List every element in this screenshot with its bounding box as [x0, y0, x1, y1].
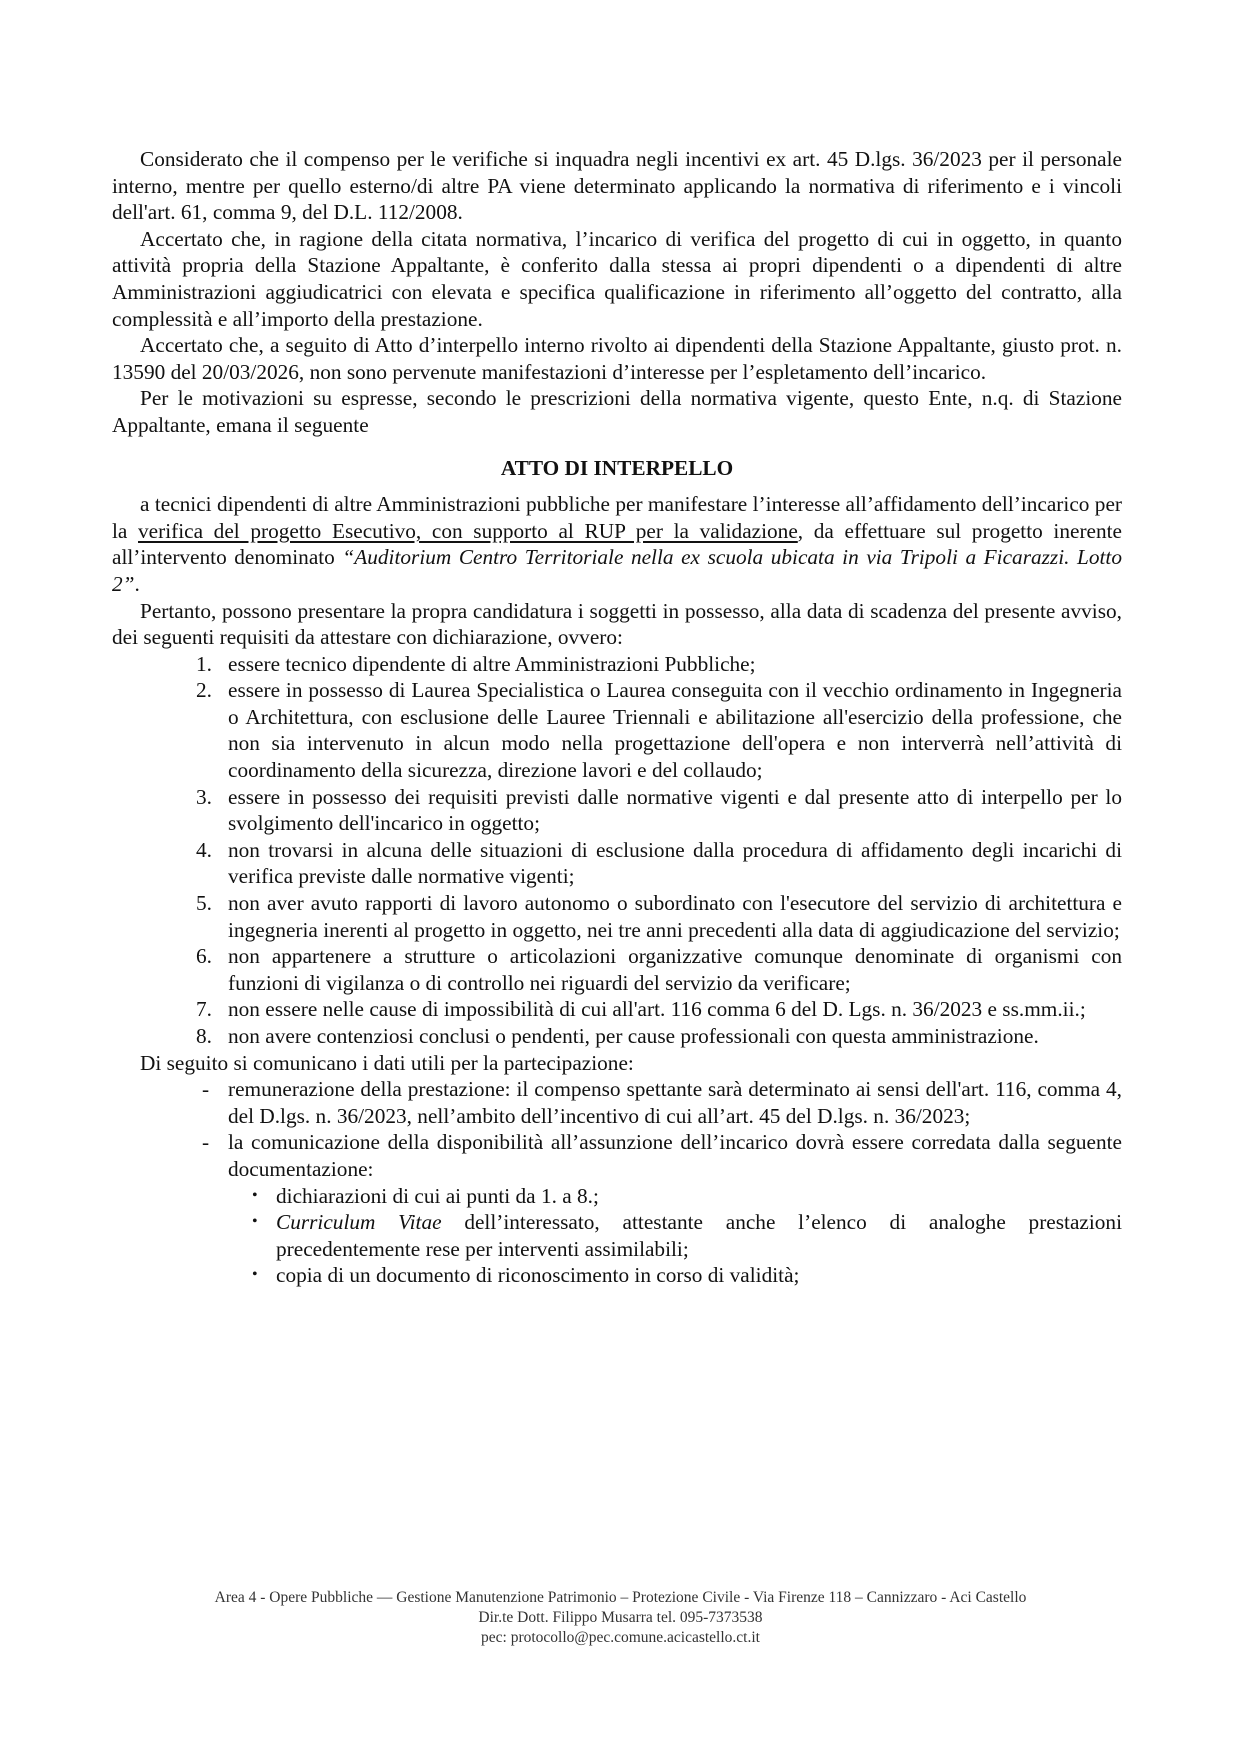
requirement-text: non essere nelle cause di impossibilità di cui all'art. 116 comma 6 del D. Lgs. n. 36/2023 e ss.mm.ii.;: [228, 997, 1086, 1022]
document-text: dell’interessato, attestante anche l’elenco di analoghe prestazioni precedentemente rese per interventi assimilabili;: [276, 1210, 1122, 1261]
document-text: dichiarazioni di cui ai punti da 1. a 8.;: [276, 1183, 599, 1208]
requirement-number: 8.: [196, 1024, 212, 1048]
requirement-number: 6.: [196, 944, 212, 969]
document-item: [112, 1262, 1122, 1289]
requirement-text: non trovarsi in alcuna delle situazioni di esclusione dalla procedura di affidamento degli incarichi di verifica previste dalle normative vigenti;: [228, 837, 1122, 889]
requirement-text: non appartenere a strutture o articolazioni organizzative comunque denominate di organismi con funzioni di vigilanza o di controllo nei riguardi del servizio da verificare;: [228, 944, 1122, 995]
requirement-text: non avere contenziosi conclusi o pendenti, per cause professionali con questa amministrazione.: [228, 1024, 1039, 1048]
document-page: [112, 146, 1122, 1289]
requirement-item: [112, 784, 1122, 837]
requirement-item: [112, 837, 1122, 890]
requirement-item: [112, 943, 1122, 996]
documents-list: [112, 1183, 1122, 1289]
requirement-item: [112, 996, 1122, 1023]
participation-data-text: la comunicazione della disponibilità all’assunzione dell’incarico dovrà essere corredata dalla seguente documentazione:: [228, 1130, 1122, 1181]
requirement-item: [112, 890, 1122, 943]
requirement-number: 4.: [196, 837, 212, 862]
footer-director-line: Dir.te Dott. Filippo Musarra tel. 095-7373538: [478, 1609, 763, 1626]
interpello-underlined-subject: verifica del progetto Esecutivo, con supporto al RUP per la validazione: [138, 518, 798, 543]
requirements-list: [112, 651, 1122, 1050]
document-italic: Curriculum Vitae: [276, 1210, 442, 1235]
requirement-text: essere in possesso dei requisiti previsti dalle normative vigenti e dal presente atto di interpello per lo svolgimento dell'incarico in oggetto;: [228, 784, 1122, 836]
requirement-number: 5.: [196, 891, 212, 916]
paragraph-interpello: [112, 491, 1122, 597]
document-item: [112, 1209, 1122, 1262]
section-title: ATTO DI INTERPELLO: [500, 455, 734, 480]
requirement-number: 7.: [196, 997, 212, 1022]
requirement-number: 1.: [196, 651, 212, 676]
requirement-number: 2.: [196, 678, 212, 703]
paragraph-accertato-interpello: Accertato che, a seguito di Atto d’interpello interno rivolto ai dipendenti della Stazione Appaltante, giusto prot. n. 13590 del 20/03/2026, non sono pervenute manifestazioni d’interesse per l’espletamento dell’incarico.: [112, 333, 1122, 384]
bullet-icon: •: [252, 1186, 258, 1204]
paragraph-motivazioni: Per le motivazioni su espresse, secondo le prescrizioni della normativa vigente, questo Ente, n.q. di Stazione Appaltante, emana il seguente: [112, 386, 1122, 437]
paragraph-pertanto: Pertanto, possono presentare la propra candidatura i soggetti in possesso, alla data di scadenza del presente avviso, dei seguenti requisiti da attestare con dichiarazione, ovvero:: [112, 598, 1122, 650]
requirement-item: [112, 651, 1122, 678]
paragraph-accertato-normativa: Accertato che, in ragione della citata normativa, l’incarico di verifica del progetto di cui in oggetto, in quanto attività propria della Stazione Appaltante, è conferito dalla stessa ai propri dipendenti o a dipendenti di altre Amministrazioni aggiudicatrici con elevata e specifica qualificazione in riferimento all’oggetto del contratto, alla complessità e all’importo della prestazione.: [112, 226, 1122, 331]
interpello-text-2: , da effettuare sul progetto inerente all’intervento denominato: [112, 518, 1123, 570]
participation-data-text: remunerazione della prestazione: il compenso spettante sarà determinato ai sensi dell'art. 116, comma 4, del D.lgs. n. 36/2023, nell’ambito dell’incentivo di cui all’art. 45 del D.lgs. n. 36/2023;: [228, 1077, 1122, 1128]
bullet-icon: •: [252, 1266, 258, 1284]
interpello-text-3: .: [134, 571, 140, 596]
requirement-item: [112, 1023, 1122, 1050]
paragraph-considerato: Considerato che il compenso per le verifiche si inquadra negli incentivi ex art. 45 D.lgs. 36/2023 per il personale interno, mentre per quello esterno/di altre PA viene determinato applicando la normativa di riferimento e i vincoli dell'art. 61, comma 9, del D.L. 112/2008.: [112, 147, 1122, 225]
footer-office-line: Area 4 - Opere Pubbliche — Gestione Manutenzione Patrimonio – Protezione Civile - Via Firenze 118 – Cannizzaro - Aci Castello: [214, 1589, 1027, 1606]
participation-data-item: [112, 1076, 1122, 1129]
requirement-item: [112, 677, 1122, 783]
requirement-number: 3.: [196, 784, 212, 809]
participation-data-item: [112, 1129, 1122, 1182]
requirement-text: essere tecnico dipendente di altre Amministrazioni Pubbliche;: [228, 651, 756, 676]
dash-marker: -: [202, 1077, 210, 1102]
footer-pec-line: pec: protocollo@pec.comune.acicastello.ct.it: [481, 1629, 760, 1646]
interpello-project-name: “Auditorium Centro Territoriale nella ex scuola ubicata in via Tripoli a Ficarazzi. Lotto 2”: [112, 545, 1122, 596]
document-text: copia di un documento di riconoscimento in corso di validità;: [276, 1263, 800, 1288]
paragraph-dati-intro: Di seguito si comunicano i dati utili per la partecipazione:: [140, 1050, 634, 1075]
requirement-text: essere in possesso di Laurea Specialistica o Laurea conseguita con il vecchio ordinamento in Ingegneria o Architettura, con esclusione delle Lauree Triennali e abilitazione all'esercizio della professione, che non sia intervenuto in alcun modo nella progettazione dell'opera e non interverrà nell’attività di coordinamento della sicurezza, direzione lavori e del collaudo;: [228, 678, 1122, 783]
page-footer: [0, 1588, 1241, 1648]
interpello-text-1: a tecnici dipendenti di altre Amministrazioni pubbliche per manifestare l’interesse all’affidamento dell’incarico per la: [112, 492, 1122, 543]
bullet-icon: •: [252, 1213, 258, 1231]
participation-data-list: [112, 1076, 1122, 1182]
requirement-text: non aver avuto rapporti di lavoro autonomo o subordinato con l'esecutore del servizio di architettura e ingegneria inerenti al progetto in oggetto, nei tre anni precedenti alla data di aggiudicazione del servizio;: [228, 891, 1122, 942]
dash-marker: -: [202, 1130, 210, 1155]
document-item: [112, 1183, 1122, 1210]
